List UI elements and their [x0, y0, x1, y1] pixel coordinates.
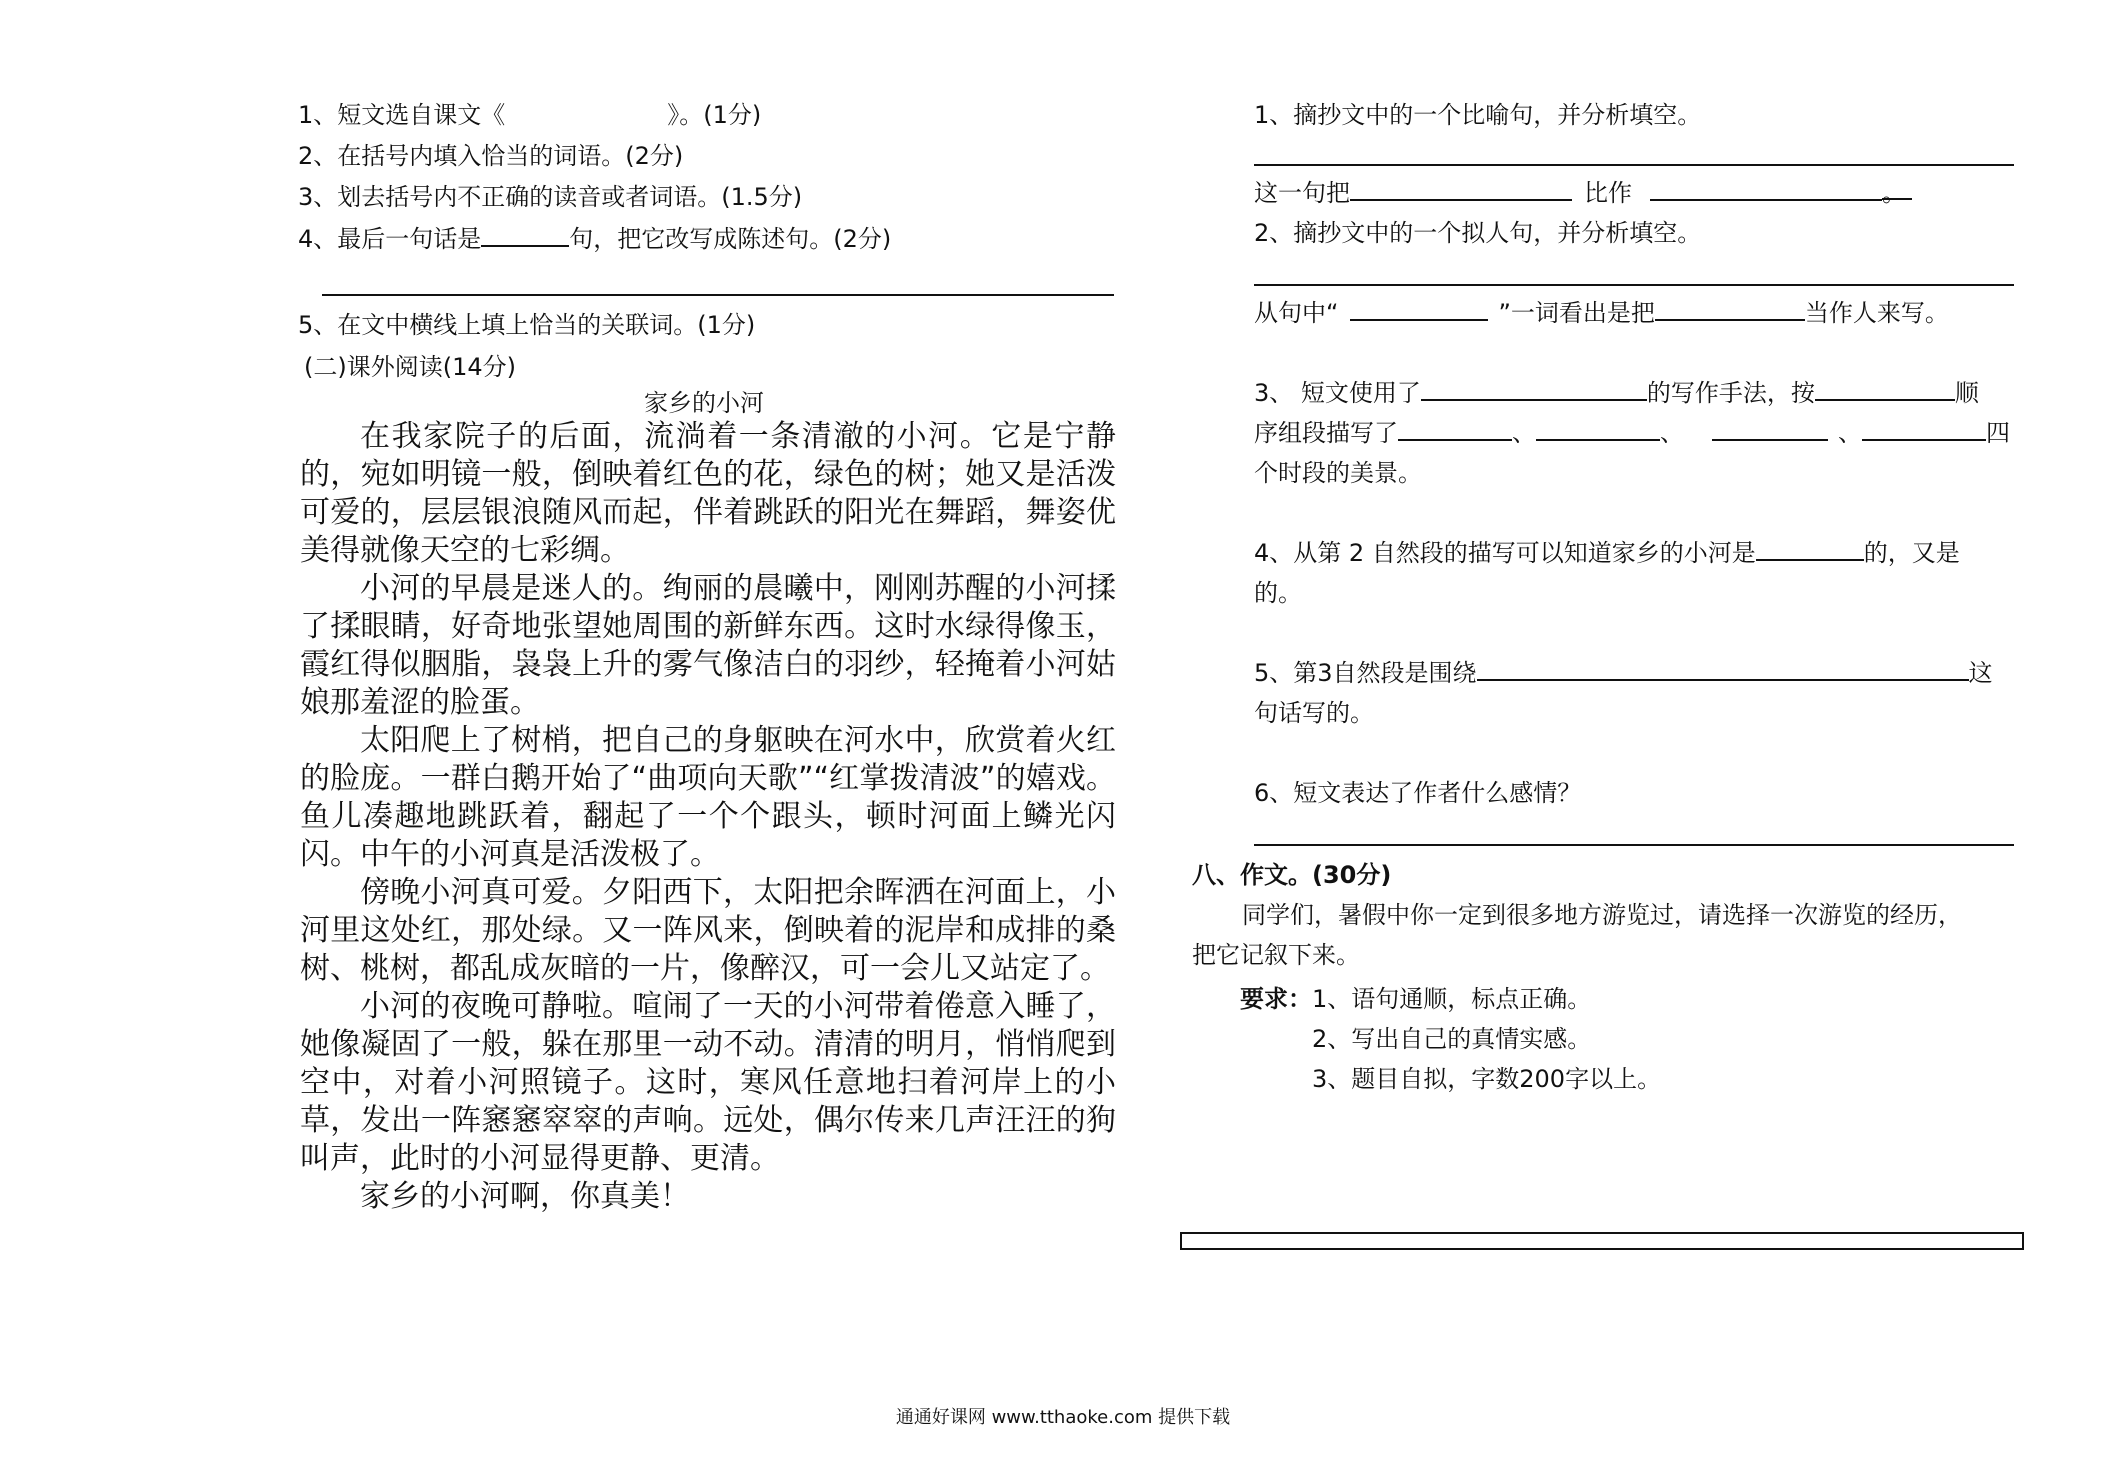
q4-blank[interactable]: [1756, 537, 1864, 561]
q3-blank-2[interactable]: [1815, 377, 1955, 401]
fill-text-3: 从句中“: [1254, 299, 1339, 327]
question-4: [298, 222, 891, 256]
essay-heading: 八、作文。(30分): [1192, 861, 1392, 889]
right-question-4-line-2: 的。: [1254, 579, 1302, 607]
requirement-1: 1、语句通顺，标点正确。: [1312, 985, 1592, 1013]
essay-prompt-line-1: 同学们，暑假中你一定到很多地方游览过，请选择一次游览的经历，: [1242, 901, 1962, 929]
fill-blank-1[interactable]: [1350, 177, 1572, 201]
q3-sep-2: 、: [1660, 419, 1684, 447]
q3-sep-3: 、: [1838, 419, 1862, 447]
fill-text-2: 比作: [1584, 179, 1632, 207]
q5-blank[interactable]: [1477, 657, 1969, 681]
section-heading: (二)课外阅读(14分): [304, 353, 516, 381]
answer-line-3[interactable]: [1254, 844, 2014, 846]
q4-text: 4、从第 2 自然段的描写可以知道家乡的小河是: [1254, 539, 1756, 567]
q5-text: 5、第3自然段是围绕: [1254, 659, 1477, 687]
fill-text-5: 当作人来写。: [1804, 299, 1949, 327]
paragraph-3: 太阳爬上了树梢，把自己的身躯映在河水中，欣赏着火红的脸庞。一群白鹅开始了“曲项向天歌”“红掌拨清波”的嬉戏。鱼儿凑趣地跳跃着，翻起了一个个跟头，顿时河面上鳞光闪闪。中午的小河真是活泼极了。: [300, 723, 1116, 872]
footer: 通通好课网 www.tthaoke.com 提供下载: [895, 1407, 1231, 1428]
fill-blank-2[interactable]: [1650, 177, 1882, 201]
q3-sep-1: 、: [1512, 419, 1536, 447]
right-question-5-line-2: 句话写的。: [1254, 699, 1374, 727]
q3-blank-4[interactable]: [1536, 417, 1660, 441]
fill-blank-3[interactable]: [1350, 297, 1488, 321]
essay-grid-strip: [1180, 1232, 2024, 1250]
fill-text-4: ”一词看出是把: [1498, 299, 1655, 327]
question-4-text: 4、最后一句话是: [298, 225, 482, 253]
paragraph-4: 傍晚小河真可爱。夕阳西下，太阳把余晖洒在河面上，小河里这处红，那处绿。又一阵风来，倒映着的泥岸和成排的桑树、桃树，都乱成灰暗的一片，像醉汉，可一会儿又站定了。: [300, 875, 1116, 986]
question-1-score: 》。(1分): [667, 101, 762, 129]
reading-passage: [300, 418, 1116, 1216]
question-1: [298, 98, 761, 132]
paragraph-6: 家乡的小河啊，你真美！: [360, 1179, 690, 1214]
passage-title: 家乡的小河: [644, 389, 764, 417]
essay-prompt-line-2: 把它记叙下来。: [1192, 941, 1360, 969]
q3-text-5: 四: [1986, 419, 2010, 447]
requirement-3: 3、题目自拟，字数200字以上。: [1312, 1065, 1662, 1093]
right-question-4: [1254, 536, 1960, 570]
question-4-text-2: 句，把它改写成陈述句。(2分): [569, 225, 892, 253]
answer-line-1[interactable]: [1254, 164, 2014, 166]
question-4-blank[interactable]: [481, 223, 569, 247]
q3-text-4: 序组段描写了: [1254, 419, 1398, 447]
q3-blank-6[interactable]: [1862, 417, 1986, 441]
fill-blank-4[interactable]: [1655, 297, 1805, 321]
requirement-2: 2、写出自己的真情实感。: [1312, 1025, 1592, 1053]
q3-blank-5[interactable]: [1712, 417, 1828, 441]
answer-line[interactable]: [322, 294, 1114, 296]
question-2: 2、在括号内填入恰当的词语。(2分): [298, 142, 684, 170]
q3-text-3: 顺: [1954, 379, 1979, 407]
paragraph-1: 在我家院子的后面，流淌着一条清澈的小河。它是宁静的，宛如明镜一般，倒映着红色的花，绿色的树；她又是活泼可爱的，层层银浪随风而起，伴着跳跃的阳光在舞蹈，舞姿优美得就像天空的七彩绸。: [300, 419, 1116, 568]
right-question-6: 6、短文表达了作者什么感情？: [1254, 779, 1582, 807]
q3-blank-1[interactable]: [1421, 377, 1647, 401]
right-question-3: [1254, 376, 1979, 410]
right-question-3-line-2: [1254, 416, 2010, 450]
q5-text-2: 这: [1968, 659, 1993, 687]
question-5: 5、在文中横线上填上恰当的关联词。(1分): [298, 311, 756, 339]
requirements-label: 要求：: [1240, 985, 1312, 1013]
q3-blank-3[interactable]: [1398, 417, 1512, 441]
q4-text-2: 的，又是: [1863, 539, 1960, 567]
answer-line-2[interactable]: [1254, 284, 2014, 286]
right-question-3-line-3: 个时段的美景。: [1254, 459, 1422, 487]
paragraph-5: 小河的夜晚可静啦。喧闹了一天的小河带着倦意入睡了，她像凝固了一般，躲在那里一动不动。清清的明月，悄悄爬到空中，对着小河照镜子。这时，寒风任意地扫着河岸上的小草，发出一阵窸窸窣窣的声响。远处，偶尔传来几声汪汪的狗叫声，此时的小河显得更静、更清。: [300, 989, 1116, 1176]
question-1-text: 1、短文选自课文《: [298, 101, 506, 129]
right-question-1: 1、摘抄文中的一个比喻句，并分析填空。: [1254, 101, 1702, 129]
fill-end: 。: [1882, 176, 1912, 200]
right-question-5: [1254, 656, 1993, 690]
fill-text: 这一句把: [1254, 179, 1350, 207]
q3-text-2: 的写作手法，按: [1646, 379, 1815, 407]
right-question-2: 2、摘抄文中的一个拟人句，并分析填空。: [1254, 219, 1702, 247]
question-3: 3、划去括号内不正确的读音或者词语。(1.5分): [298, 183, 803, 211]
paragraph-2: 小河的早晨是迷人的。绚丽的晨曦中，刚刚苏醒的小河揉了揉眼睛，好奇地张望她周围的新鲜东西。这时水绿得像玉，霞红得似胭脂，袅袅上升的雾气像洁白的羽纱，轻掩着小河姑娘那羞涩的脸蛋。: [300, 571, 1116, 720]
right-question-1-fill: [1254, 176, 1912, 210]
right-question-2-fill: [1254, 296, 1949, 330]
q3-text: 3、 短文使用了: [1254, 379, 1421, 407]
